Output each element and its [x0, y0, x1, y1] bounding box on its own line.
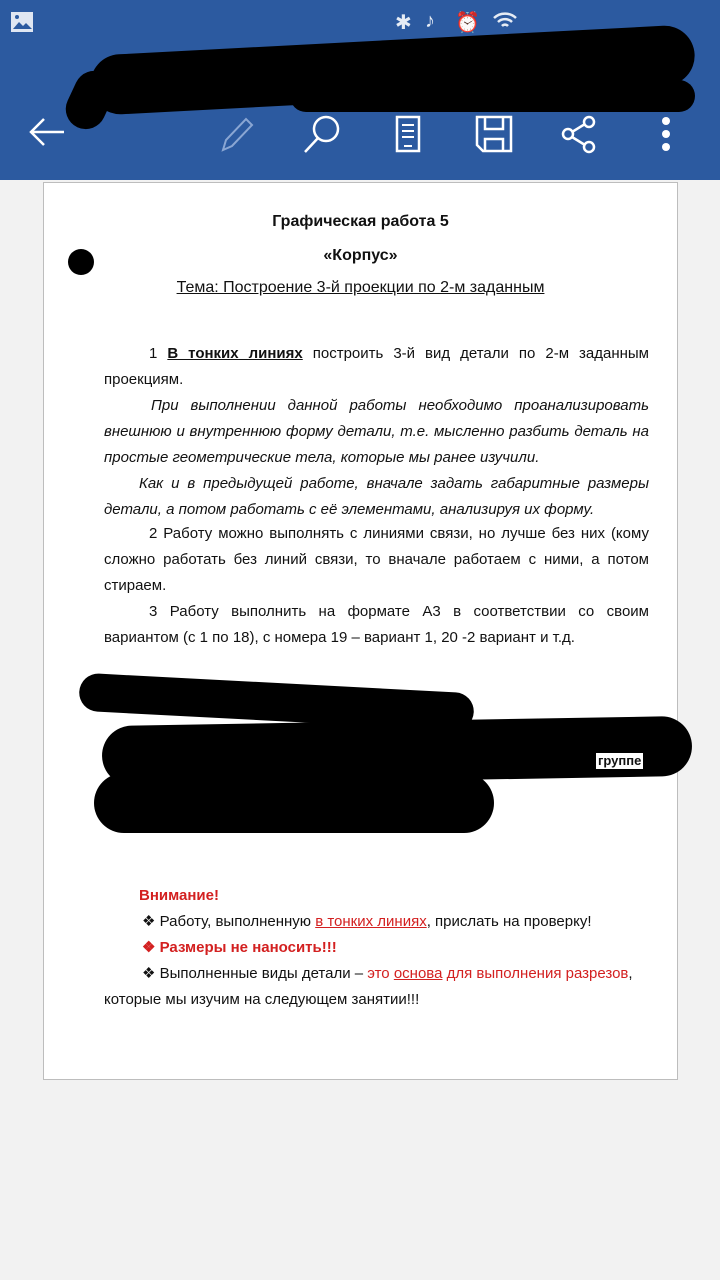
search-icon[interactable]: [302, 114, 342, 159]
bluetooth-icon: ✱: [395, 12, 412, 34]
app-bar: [0, 0, 720, 180]
save-icon[interactable]: [475, 115, 513, 158]
mute-icon: ♪: [425, 10, 435, 32]
alarm-icon: ⏰: [455, 12, 480, 34]
bullet-3: ❖ Выполненные виды детали – это основа для выполнения разрезов, которые мы изучим на следующем занятии!!!: [104, 965, 633, 1008]
paragraph-1-note-2: Как и в предыдущей работе, вначале задать габаритные размеры детали, а потом работать с её элементами, анализируя их форму.: [104, 475, 649, 518]
doc-title: Графическая работа 5: [272, 213, 449, 230]
edit-icon[interactable]: [218, 114, 256, 159]
doc-topic: Тема: Построение 3-й проекции по 2-м заданным: [176, 279, 545, 296]
paragraph-1: 1 В тонких линиях построить 3-й вид детали по 2-м заданным проекциям.: [104, 345, 649, 388]
partial-text: группе: [598, 753, 642, 768]
document-page: [43, 182, 678, 1080]
gallery-icon: [10, 10, 34, 40]
bullet-2: ❖ Размеры не наносить!!!: [142, 939, 337, 956]
back-icon[interactable]: [28, 117, 66, 152]
redaction-dot: [68, 249, 94, 275]
paragraph-2: 2 Работу можно выполнять с линиями связи, но лучше без них (кому сложно работать без линий связи, то вначале работаем с ними, а потом стираем.: [104, 525, 649, 594]
bullet-1: ❖ Работу, выполненную в тонких линиях, прислать на проверку!: [142, 913, 592, 930]
redaction: [290, 80, 695, 112]
more-icon[interactable]: [660, 116, 672, 157]
reading-mode-icon[interactable]: [395, 115, 421, 158]
share-icon[interactable]: [560, 114, 598, 159]
attention-heading: Внимание!: [139, 887, 219, 904]
redaction: [94, 773, 494, 833]
doc-subtitle: «Корпус»: [323, 247, 398, 264]
paragraph-3: 3 Работу выполнить на формате А3 в соответствии со своим вариантом (с 1 по 18), с номера 19 – вариант 1, 20 -2 вариант и т.д.: [104, 603, 649, 646]
paragraph-1-note: При выполнении данной работы необходимо проанализировать внешнюю и внутреннюю форму детали, т.е. мысленно разбить деталь на простые геометрические тела, которые мы ранее изучили.: [104, 397, 649, 466]
